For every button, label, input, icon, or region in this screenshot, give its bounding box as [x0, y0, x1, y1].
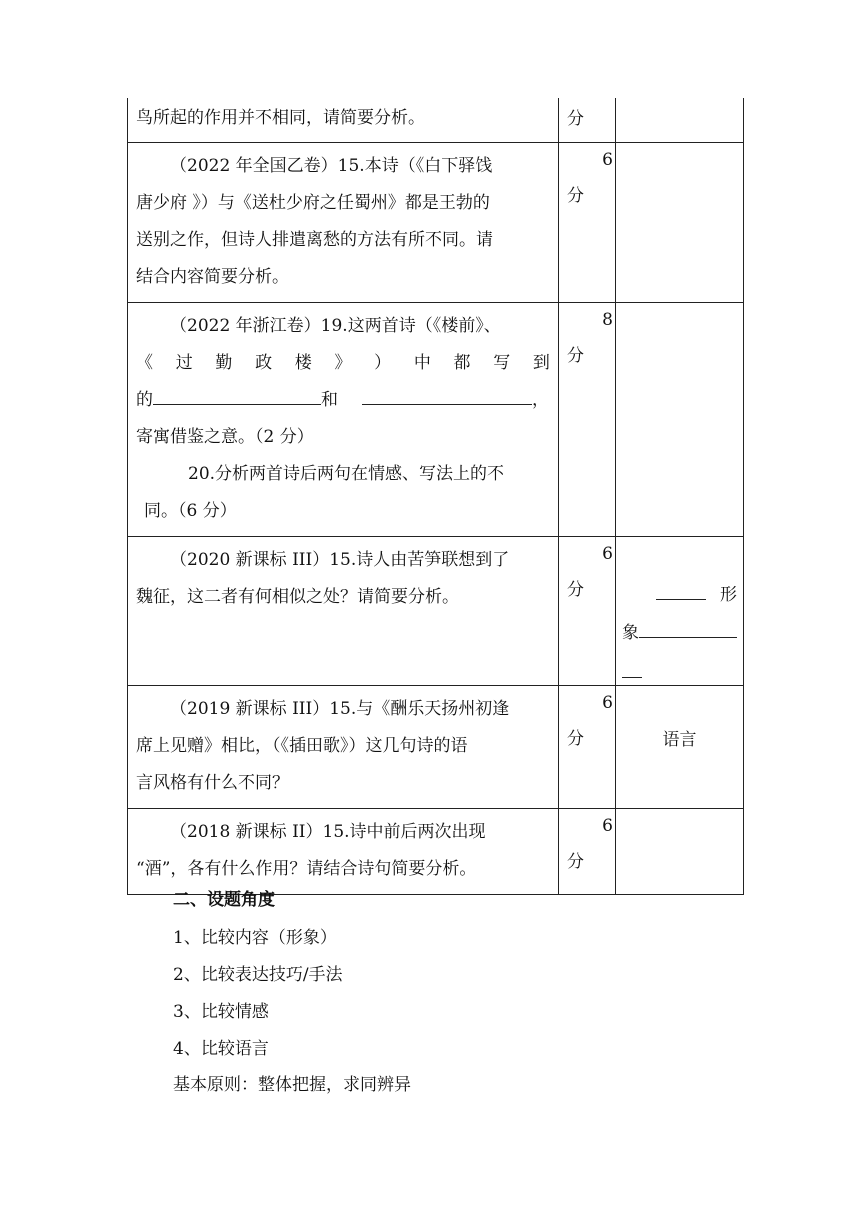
principle-text: 基本原则：整体把握，求同辨异 — [173, 1075, 411, 1095]
score-unit: 分 — [567, 109, 584, 129]
note-cell — [616, 303, 744, 537]
score-unit: 分 — [567, 346, 584, 366]
answer-blank[interactable] — [622, 657, 642, 678]
question-cell — [128, 686, 559, 809]
list-item: 1、比较内容（形象） — [173, 928, 337, 948]
question-line: 席上见赠》相比，（《插田歌》）这几句诗的语 — [136, 736, 468, 756]
answer-blank[interactable] — [639, 617, 737, 638]
question-line: 同。（6 分） — [144, 501, 237, 521]
question-line: 言风格有什么不同？ — [136, 773, 289, 793]
note-cell — [616, 537, 744, 686]
score-unit: 分 — [567, 186, 584, 206]
score-cell — [559, 686, 616, 809]
question-line: （2019 新课标 III）15.与《酬乐天扬州初逢 — [170, 699, 510, 719]
score-cell — [559, 303, 616, 537]
score-number: 6 — [602, 693, 613, 713]
table-row — [128, 303, 744, 537]
question-text: 的 — [136, 390, 153, 410]
question-text: 鸟所起的作用并不相同，请简要分析。 — [136, 108, 425, 128]
score-cell — [559, 98, 616, 143]
question-line: 魏征，这二者有何相似之处？请简要分析。 — [136, 587, 459, 607]
answer-blank[interactable] — [153, 384, 321, 405]
question-line: 寄寓借鉴之意。（2 分） — [136, 427, 314, 447]
score-cell — [559, 809, 616, 895]
question-text: ， — [532, 390, 549, 410]
note-text: 象 — [622, 623, 639, 643]
list-item: 4、比较语言 — [173, 1039, 269, 1059]
question-line-spaced: 《 过 勤 政 楼 》 ） 中 都 写 到 — [136, 353, 550, 373]
score-number: 6 — [602, 816, 613, 836]
score-unit: 分 — [567, 852, 584, 872]
question-line: 结合内容简要分析。 — [136, 267, 289, 287]
question-line: 唐少府 》）与《送杜少府之任蜀州》都是王勃的 — [136, 193, 490, 213]
table-row — [128, 686, 744, 809]
list-item: 2、比较表达技巧/手法 — [173, 965, 343, 985]
note-text: 形 — [720, 585, 737, 605]
score-number: 8 — [602, 310, 613, 330]
score-unit: 分 — [567, 729, 584, 749]
question-cell — [128, 303, 559, 537]
table-row — [128, 537, 744, 686]
note-cell — [616, 98, 744, 143]
fill-blank-line — [136, 382, 550, 419]
score-cell — [559, 143, 616, 303]
question-cell — [128, 143, 559, 303]
answer-blank[interactable] — [362, 384, 532, 405]
question-line: （2022 年浙江卷）19.这两首诗（《楼前》、 — [170, 316, 501, 336]
list-item: 3、比较情感 — [173, 1002, 269, 1022]
table-row — [128, 98, 744, 143]
score-number: 6 — [602, 544, 613, 564]
note-cell — [616, 809, 744, 895]
score-cell — [559, 537, 616, 686]
table-row — [128, 809, 744, 895]
question-line: （2020 新课标 III）15.诗人由苦笋联想到了 — [170, 550, 510, 570]
section-heading: 二、设题角度 — [173, 890, 275, 910]
question-table — [127, 98, 744, 895]
question-line: 20.分析两首诗后两句在情感、写法上的不 — [188, 464, 505, 484]
question-line: 送别之作，但诗人排遣离愁的方法有所不同。请 — [136, 230, 493, 250]
question-cell — [128, 809, 559, 895]
note-cell — [616, 143, 744, 303]
score-number: 6 — [602, 150, 613, 170]
question-line: “酒”，各有什么作用？请结合诗句简要分析。 — [136, 859, 477, 879]
answer-blank[interactable] — [656, 579, 706, 600]
note-text: 语言 — [662, 730, 697, 750]
score-unit: 分 — [567, 580, 584, 600]
question-cell — [128, 98, 559, 143]
note-cell — [616, 686, 744, 809]
table-row — [128, 143, 744, 303]
question-line: （2022 年全国乙卷）15.本诗（《白下驿饯 — [170, 156, 493, 176]
question-line: （2018 新课标 II）15.诗中前后两次出现 — [170, 822, 486, 842]
question-cell — [128, 537, 559, 686]
question-text: 和 — [321, 390, 338, 410]
